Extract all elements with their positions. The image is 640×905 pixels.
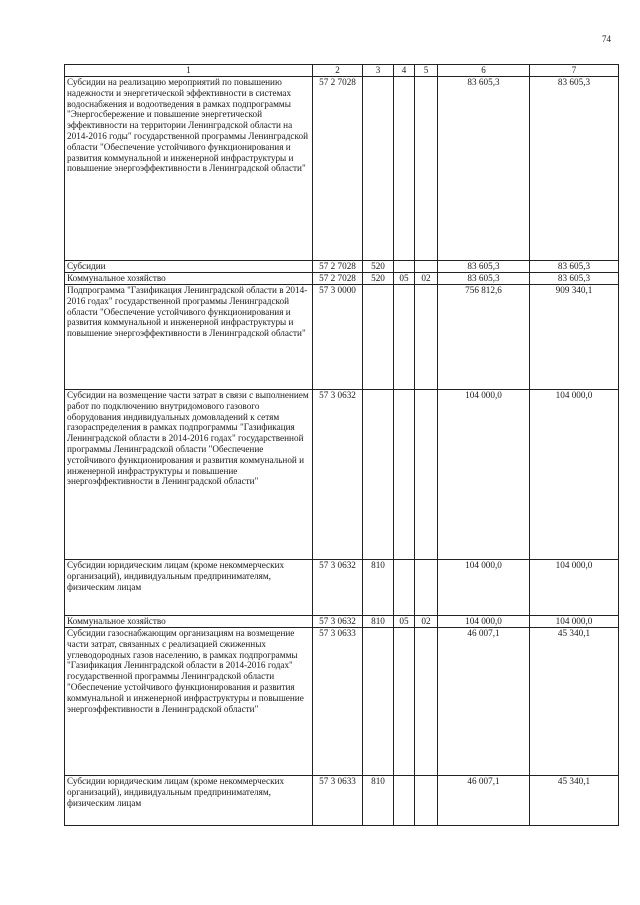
row-target-code: 57 3 0633 — [313, 628, 363, 776]
row-expense-type — [363, 390, 394, 560]
row-section — [394, 390, 415, 560]
row-amount-col6: 83 605,3 — [438, 273, 530, 285]
row-amount-col7: 909 340,1 — [530, 285, 619, 390]
row-subsection — [415, 628, 438, 776]
row-name: Подпрограмма "Газификация Ленинградской области в 2014-2016 годах" государственной программы Ленинградской области "Обеспечение устойчивого функционирования и развития коммунальной и инженерной инфраструктуры и повышение энергоэффективности в Ленинградской области" — [65, 285, 313, 390]
row-expense-type: 810 — [363, 560, 394, 616]
row-amount-col6: 756 812,6 — [438, 285, 530, 390]
row-expense-type: 810 — [363, 776, 394, 826]
row-subsection — [415, 261, 438, 273]
row-target-code: 57 3 0632 — [313, 616, 363, 628]
row-amount-col6: 46 007,1 — [438, 628, 530, 776]
budget-table — [64, 64, 619, 826]
row-subsection: 02 — [415, 616, 438, 628]
column-header: 5 — [415, 65, 438, 77]
table-row — [65, 285, 619, 390]
column-header: 2 — [313, 65, 363, 77]
row-name: Субсидии юридическим лицам (кроме некоммерческих организаций), индивидуальным предпринимателям, физическим лицам — [65, 560, 313, 616]
row-target-code: 57 2 7028 — [313, 261, 363, 273]
row-section — [394, 261, 415, 273]
table-row — [65, 776, 619, 826]
row-section — [394, 776, 415, 826]
row-subsection — [415, 77, 438, 261]
row-target-code: 57 3 0000 — [313, 285, 363, 390]
row-name: Субсидии газоснабжающим организациям на возмещение части затрат, связанных с реализацией сжиженных углеводородных газов населению, в рамках подпрограммы "Газификация Ленинградской области в 2014-2016 годах" государственной программы Ленинградской области "Обеспечение устойчивого функционирования и развития коммунальной и инженерной инфраструктуры и повышение энергоэффективности в Ленинградской области" — [65, 628, 313, 776]
row-expense-type: 520 — [363, 273, 394, 285]
row-target-code: 57 3 0633 — [313, 776, 363, 826]
table-row — [65, 628, 619, 776]
table-row — [65, 261, 619, 273]
row-expense-type: 810 — [363, 616, 394, 628]
row-name: Субсидии — [65, 261, 313, 273]
row-name: Субсидии на возмещение части затрат в связи с выполнением работ по подключению внутридомового газового оборудования индивидуальных домовладений к сетям газораспределения в рамках подпрограммы "Газификация Ленинградской области в 2014-2016 годах" государственной программы Ленинградской области "Обеспечение устойчивого функционирования и развития коммунальной и инженерной инфраструктуры и повышение энергоэффективности в Ленинградской области" — [65, 390, 313, 560]
row-target-code: 57 3 0632 — [313, 390, 363, 560]
row-expense-type — [363, 628, 394, 776]
page-number: 74 — [602, 34, 611, 44]
row-amount-col6: 46 007,1 — [438, 776, 530, 826]
column-header: 4 — [394, 65, 415, 77]
table-row — [65, 390, 619, 560]
row-name: Субсидии юридическим лицам (кроме некоммерческих организаций), индивидуальным предпринимателям, физическим лицам — [65, 776, 313, 826]
row-subsection — [415, 560, 438, 616]
row-subsection — [415, 390, 438, 560]
row-section — [394, 560, 415, 616]
row-section: 05 — [394, 616, 415, 628]
table-header-row — [65, 65, 619, 77]
row-amount-col6: 104 000,0 — [438, 390, 530, 560]
row-subsection — [415, 285, 438, 390]
row-amount-col6: 104 000,0 — [438, 616, 530, 628]
row-section — [394, 628, 415, 776]
row-amount-col7: 45 340,1 — [530, 776, 619, 826]
table-row — [65, 616, 619, 628]
column-header: 3 — [363, 65, 394, 77]
table-row — [65, 77, 619, 261]
column-header: 6 — [438, 65, 530, 77]
row-subsection — [415, 776, 438, 826]
row-target-code: 57 2 7028 — [313, 273, 363, 285]
row-amount-col6: 104 000,0 — [438, 560, 530, 616]
row-section — [394, 77, 415, 261]
row-section: 05 — [394, 273, 415, 285]
row-expense-type: 520 — [363, 261, 394, 273]
table-row — [65, 273, 619, 285]
row-target-code: 57 2 7028 — [313, 77, 363, 261]
row-amount-col7: 83 605,3 — [530, 77, 619, 261]
row-amount-col7: 104 000,0 — [530, 560, 619, 616]
row-name: Субсидии на реализацию мероприятий по повышению надежности и энергетической эффективности в системах водоснабжения и водоотведения в рамках подпрограммы "Энергосбережение и повышение энергетической эффективности на территории Ленинградской области на 2014-2016 годы" государственной программы Ленинградской области "Обеспечение устойчивого функционирования и развития коммунальной и инженерной инфраструктуры и повышение энергоэффективности в Ленинградской области" — [65, 77, 313, 261]
row-amount-col6: 83 605,3 — [438, 77, 530, 261]
row-amount-col7: 83 605,3 — [530, 261, 619, 273]
row-amount-col6: 83 605,3 — [438, 261, 530, 273]
row-expense-type — [363, 77, 394, 261]
row-amount-col7: 104 000,0 — [530, 390, 619, 560]
row-subsection: 02 — [415, 273, 438, 285]
row-name: Коммунальное хозяйство — [65, 273, 313, 285]
row-amount-col7: 104 000,0 — [530, 616, 619, 628]
column-header: 1 — [65, 65, 313, 77]
column-header: 7 — [530, 65, 619, 77]
row-target-code: 57 3 0632 — [313, 560, 363, 616]
row-section — [394, 285, 415, 390]
row-amount-col7: 83 605,3 — [530, 273, 619, 285]
row-amount-col7: 45 340,1 — [530, 628, 619, 776]
table-row — [65, 560, 619, 616]
row-expense-type — [363, 285, 394, 390]
row-name: Коммунальное хозяйство — [65, 616, 313, 628]
